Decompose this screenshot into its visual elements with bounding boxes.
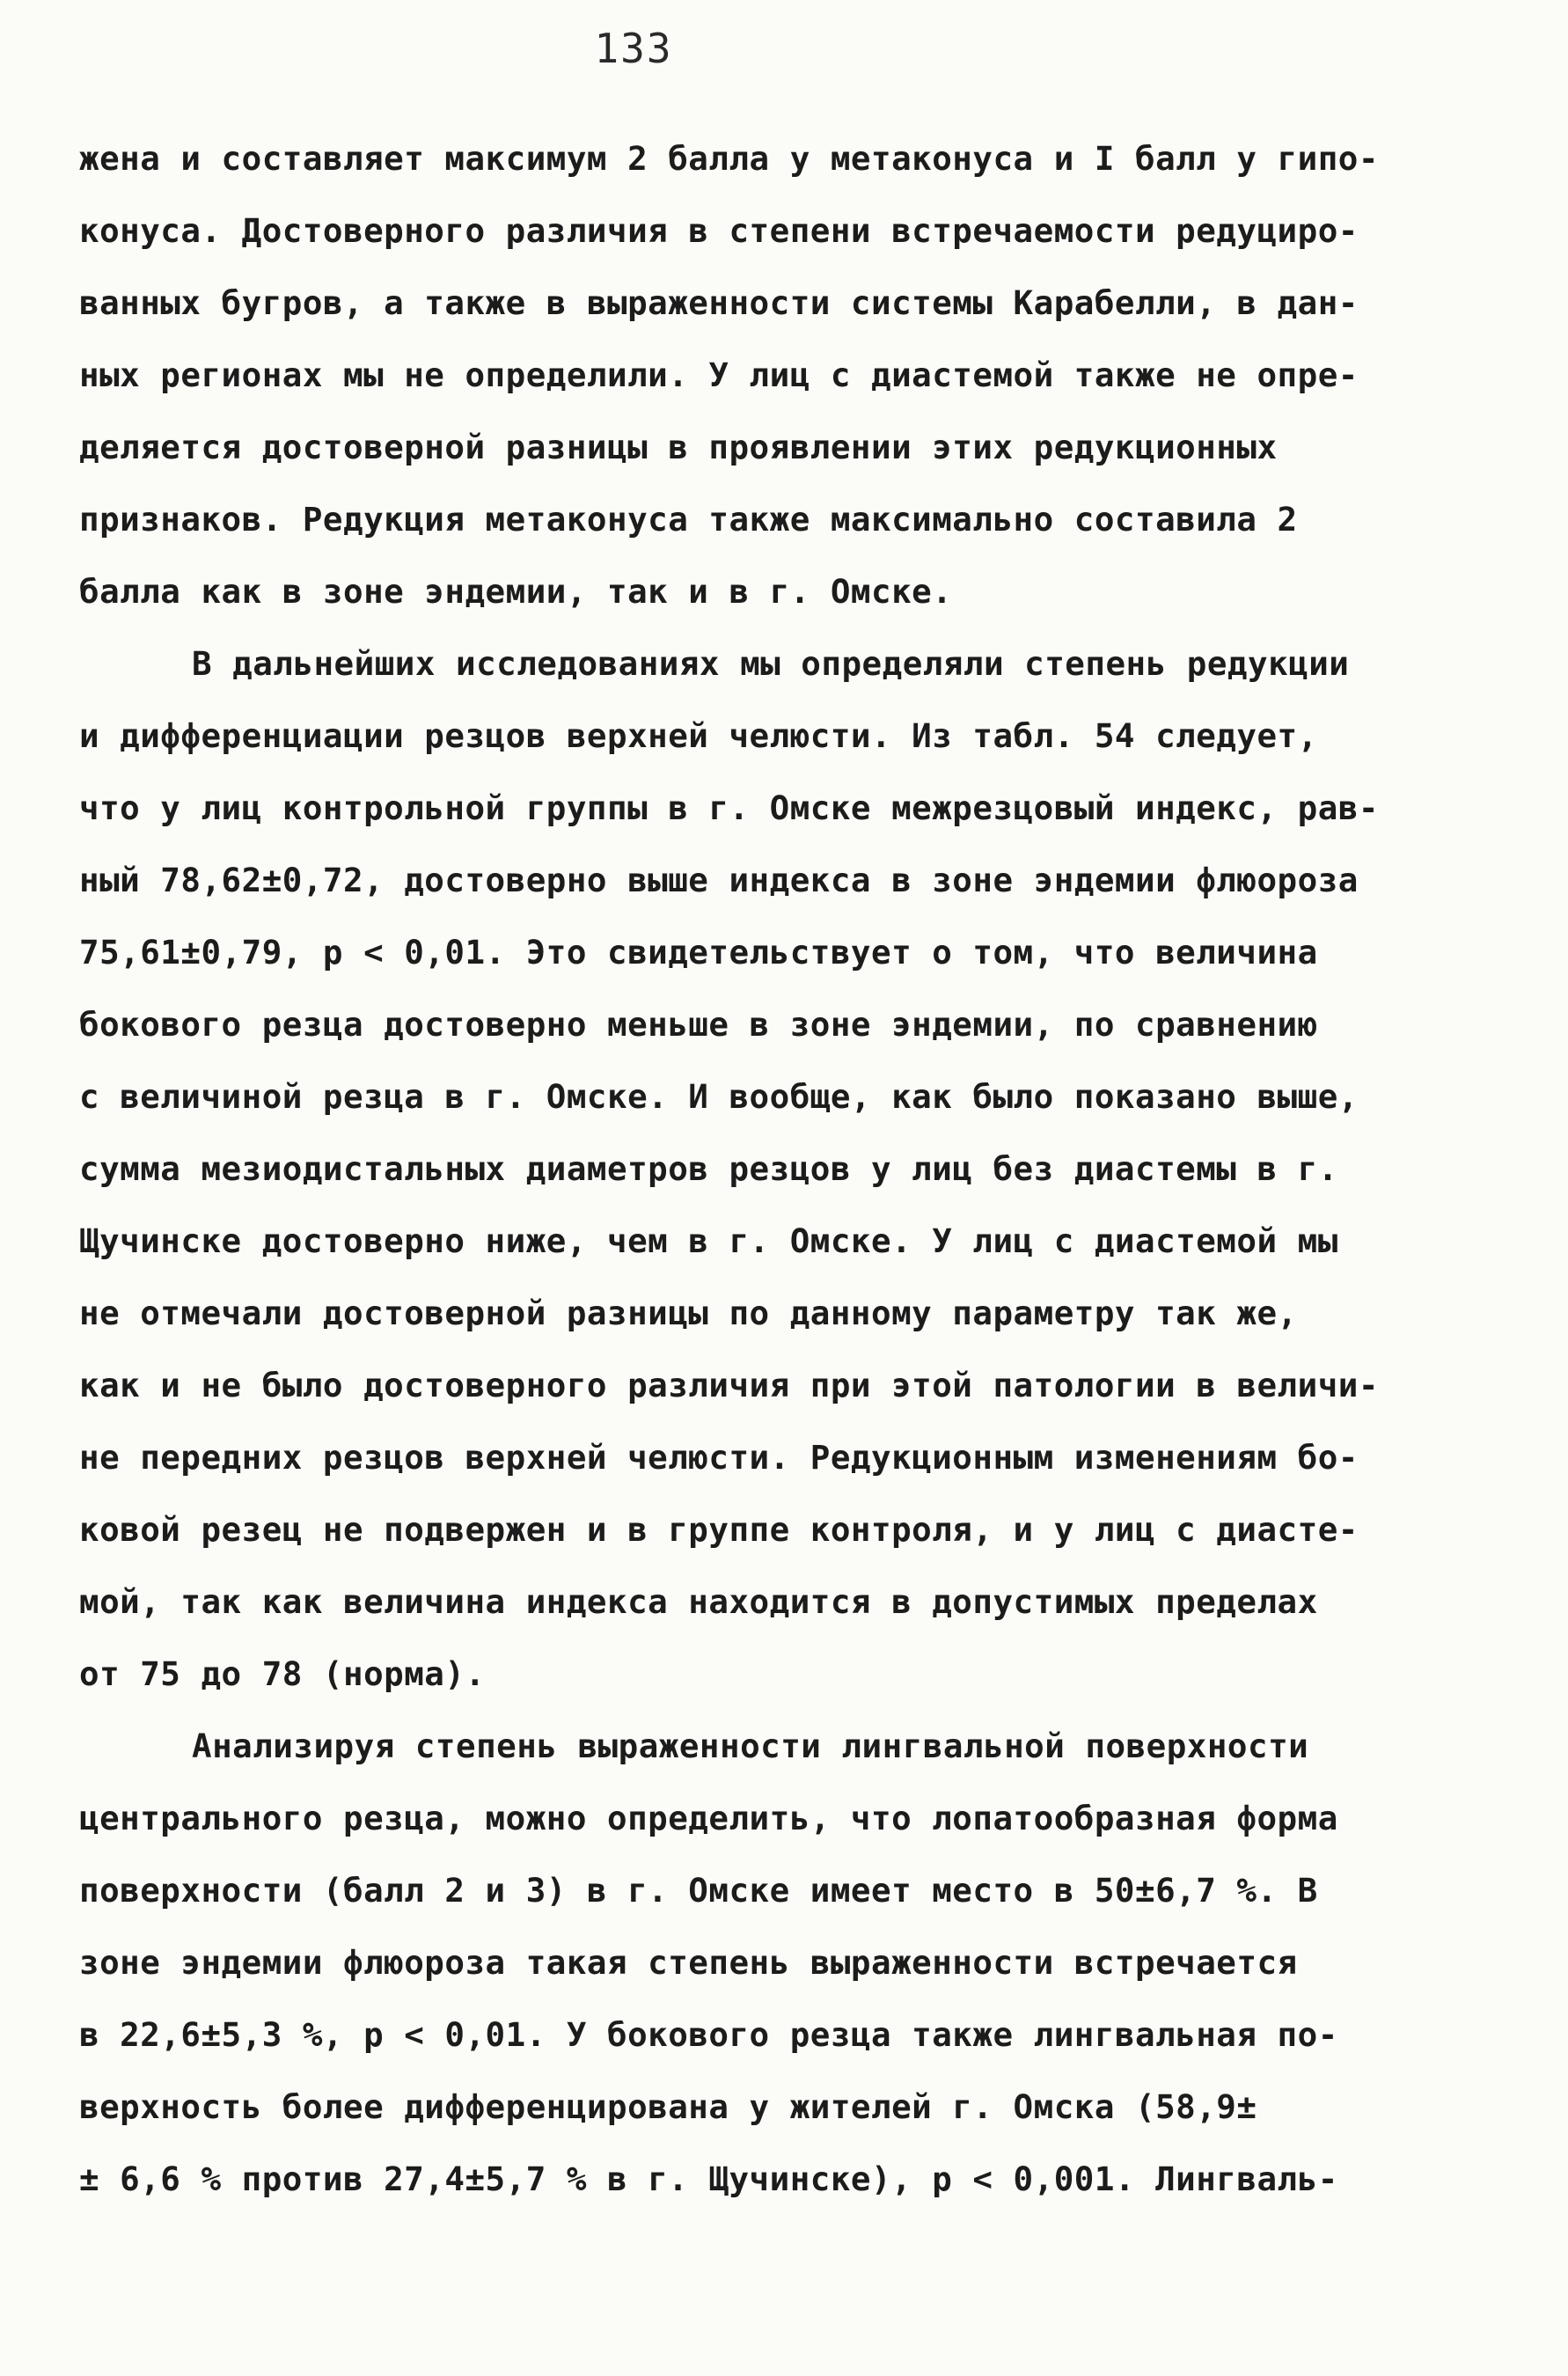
text-line: верхность более дифференцирована у жителей г. Омска (58,9±: [79, 2087, 1257, 2126]
text-line: деляется достоверной разницы в проявлении этих редукционных: [79, 428, 1278, 466]
text-line: ных регионах мы не определили. У лиц с диастемой также не опре-: [79, 356, 1359, 394]
text-line: от 75 до 78 (норма).: [79, 1654, 486, 1693]
text-line: не отмечали достоверной разницы по данному параметру так же,: [79, 1294, 1298, 1332]
text-line: ковой резец не подвержен и в группе контроля, и у лиц с диасте-: [79, 1510, 1359, 1549]
text-line: как и не было достоверного различия при этой патологии в величи-: [79, 1366, 1379, 1404]
text-line: В дальнейших исследованиях мы определяли степень редукции: [192, 644, 1350, 683]
text-line: балла как в зоне эндемии, так и в г. Омске.: [79, 572, 953, 611]
text-line: с величиной резца в г. Омске. И вообще, как было показано выше,: [79, 1077, 1359, 1116]
text-line: сумма мезиодистальных диаметров резцов у лиц без диастемы в г.: [79, 1149, 1338, 1188]
text-line: бокового резца достоверно меньше в зоне эндемии, по сравнению: [79, 1005, 1318, 1044]
text-line: Анализируя степень выраженности лингвальной поверхности: [192, 1727, 1309, 1765]
text-line: 75,61±0,79, р < 0,01. Это свидетельствует о том, что величина: [79, 933, 1318, 972]
text-line: ный 78,62±0,72, достоверно выше индекса в зоне эндемии флюороза: [79, 861, 1359, 899]
text-line: мой, так как величина индекса находится в допустимых пределах: [79, 1582, 1318, 1621]
text-line: жена и составляет максимум 2 балла у метаконуса и I балл у гипо-: [79, 139, 1379, 178]
text-line: ± 6,6 % против 27,4±5,7 % в г. Щучинске), р < 0,001. Лингваль-: [79, 2160, 1338, 2198]
text-line: Щучинске достоверно ниже, чем в г. Омске. У лиц с диастемой мы: [79, 1221, 1338, 1260]
text-line: центрального резца, можно определить, что лопатообразная форма: [79, 1799, 1338, 1837]
text-line: что у лиц контрольной группы в г. Омске межрезцовый индекс, рав-: [79, 788, 1379, 827]
text-line: зоне эндемии флюороза такая степень выраженности встречается: [79, 1943, 1298, 1982]
text-line: поверхности (балл 2 и 3) в г. Омске имеет место в 50±6,7 %. В: [79, 1871, 1318, 1910]
page-number: 133: [594, 25, 673, 72]
text-line: ванных бугров, а также в выраженности системы Карабелли, в дан-: [79, 283, 1359, 322]
text-line: признаков. Редукция метаконуса также максимально составила 2: [79, 500, 1298, 539]
text-line: конуса. Достоверного различия в степени встречаемости редуциро-: [79, 211, 1359, 250]
text-line: в 22,6±5,3 %, р < 0,01. У бокового резца также лингвальная по-: [79, 2015, 1338, 2054]
text-line: и дифференциации резцов верхней челюсти. Из табл. 54 следует,: [79, 716, 1318, 755]
text-line: не передних резцов верхней челюсти. Редукционным изменениям бо-: [79, 1438, 1359, 1477]
